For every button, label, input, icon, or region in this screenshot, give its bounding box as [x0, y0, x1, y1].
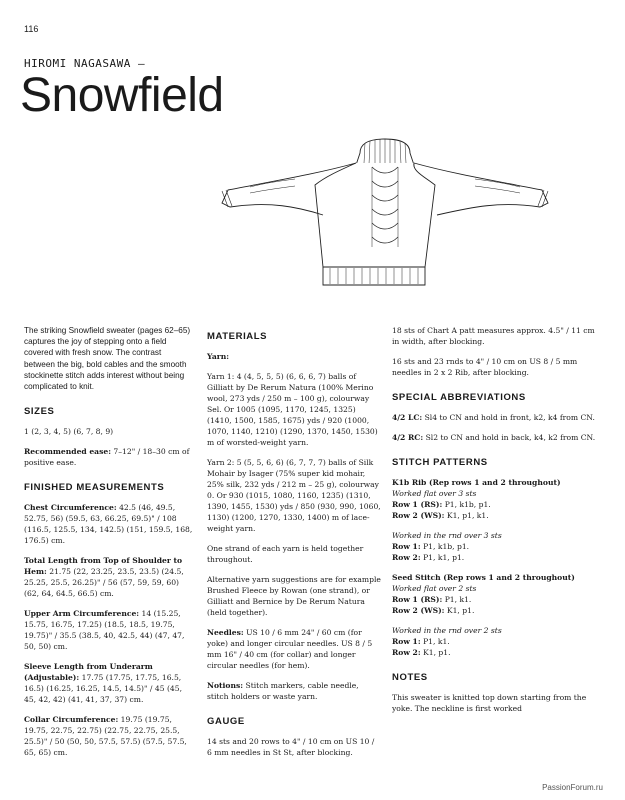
gauge-heading: GAUGE: [207, 716, 245, 727]
row2-label: Row 2 (WS):: [392, 511, 445, 520]
intro-text: The striking Snowfield sweater (pages 62–65) captures the joy of stepping onto a field covered with fresh snow. The contrast between the big, bold cables and the smooth stockinette stitch adds interest without being complicated to knit.: [24, 326, 191, 392]
yarn-label: [207, 351, 381, 362]
k1b-rnd1-text: P1, k1b, p1.: [420, 542, 470, 551]
seed-rnd-block: [392, 625, 602, 658]
lc-text: Sl4 to CN and hold in front, k2, k4 from CN.: [422, 413, 595, 422]
row1-label: Row 1 (RS):: [392, 500, 443, 509]
collar-text: 19.75 (19.75, 19.75, 22.75, 22.75) (22.75, 22.75, 25.5, 25.5)" / 50 (50, 50, 57.5, 57.5) (57.5, 57.5, 65, 65) cm.: [24, 715, 187, 758]
rnd2-label: Row 2:: [392, 553, 421, 562]
recommended-ease: [24, 446, 194, 468]
designer-name: HIROMI NAGASAWA —: [24, 57, 146, 70]
k1b-rnd-block: [392, 530, 602, 563]
k1b-rnd2-text: P1, k1, p1.: [420, 553, 465, 562]
materials-heading: MATERIALS: [207, 331, 268, 342]
abbr-4-2-rc: [392, 432, 602, 443]
length-text: 21.75 (22, 23.25, 23.5, 23.5) (24.5, 25.25, 25.5, 26.25)" / 56 (57, 59, 59, 60) (62, 64, 64.5, 66.5) cm.: [24, 567, 184, 599]
total-length: [24, 555, 194, 599]
k1b-flat-note: Worked flat over 3 sts: [392, 489, 477, 498]
sizes-heading: SIZES: [24, 406, 55, 418]
needles: [207, 627, 381, 671]
sleeve-text: 17.75 (17.75, 17.75, 16.5, 16.5) (16.25, 16.25, 14.5, 14.5)" / 45 (45, 45, 42, 42) (41, 41, 37, 37) cm.: [24, 673, 182, 705]
notions-text: Stitch markers, cable needle, stitch holders or waste yarn.: [207, 681, 359, 701]
k1b-row-1: [392, 499, 602, 510]
arm-text: 14 (15.25, 15.75, 16.75, 17.25) (18.5, 18.5, 19.75, 19.75)" / 35.5 (38.5, 40, 42.5, 44) (47, 47, 50, 50) cm.: [24, 609, 185, 652]
abbr-4-2-lc: [392, 412, 602, 423]
notes-heading: NOTES: [392, 672, 428, 683]
column-right: [392, 325, 602, 723]
finished-measurements-heading: FINISHED MEASUREMENTS: [24, 482, 165, 494]
gauge-text-2: 18 sts of Chart A patt measures approx. 4.5" / 11 cm in width, after blocking.: [392, 326, 595, 346]
seed-rnd2-text: K1, p1.: [420, 648, 451, 657]
ease-label: Recommended ease:: [24, 447, 112, 457]
chest-text: 42.5 (46, 49.5, 52.75, 56) (59.5, 63, 66.25, 69.5)" / 108 (116.5, 125.5, 134, 142.5) (151, 159.5, 168, 176.5) cm.: [24, 503, 193, 546]
seed-rnd-note: Worked in the rnd over 2 sts: [392, 626, 502, 635]
pattern-title: Snowfield: [20, 69, 224, 122]
chest-label: Chest Circumference:: [24, 503, 117, 513]
k1b-row1-text: P1, k1b, p1.: [442, 500, 491, 509]
k1b-rib-heading: K1b Rib (Rep rows 1 and 2 throughout): [392, 478, 561, 487]
rc-label: 4/2 RC:: [392, 433, 424, 442]
arm-label: Upper Arm Circumference:: [24, 609, 140, 619]
gauge-text-3: 16 sts and 23 rnds to 4" / 10 cm on US 8 / 5 mm needles in 2 x 2 Rib, after blocking.: [392, 357, 578, 377]
seed-row1-label: Row 1 (RS):: [392, 595, 443, 604]
page-number: 116: [24, 24, 39, 34]
seed-flat-note: Worked flat over 2 sts: [392, 584, 477, 593]
needles-label: Needles:: [207, 628, 244, 637]
k1b-row2-text: K1, p1, k1.: [444, 511, 489, 520]
stitch-patterns-heading: STITCH PATTERNS: [392, 457, 488, 468]
notions: [207, 680, 381, 702]
rnd1-label: Row 1:: [392, 542, 421, 551]
column-left: [24, 325, 194, 767]
collar-label: Collar Circumference:: [24, 715, 119, 725]
watermark: PassionForum.ru: [542, 783, 603, 792]
seed-stitch-block: [392, 572, 602, 616]
seed-row1-text: P1, k1.: [442, 595, 472, 604]
length-label: Total Length from Top of Shoulder to Hem:: [24, 556, 183, 577]
k1b-rnd-2: [392, 552, 602, 563]
sleeve-label: Sleeve Length from Underarm (Adjustable):: [24, 662, 153, 683]
sizes-values: 1 (2, 3, 4, 5) (6, 7, 8, 9): [24, 427, 114, 437]
alternative-yarn: Alternative yarn suggestions are for example Brushed Fleece by Rowan (one strand), or Gilliatt and Bernice by De Rerum Natura (held together).: [207, 575, 381, 617]
yarn-label-text: Yarn:: [207, 352, 230, 361]
notes-text: This sweater is knitted top down starting from the yoke. The neckline is first worked: [392, 693, 587, 713]
seed-rnd-2: [392, 647, 602, 658]
seed-stitch-heading: Seed Stitch (Rep rows 1 and 2 throughout): [392, 573, 575, 582]
gauge-text-1: 14 sts and 20 rows to 4" / 10 cm on US 10 / 6 mm needles in St St, after blocking.: [207, 737, 375, 757]
sleeve-length: [24, 661, 194, 705]
ease-text: 7–12" / 18–30 cm of positive ease.: [24, 447, 190, 468]
needles-text: US 10 / 6 mm 24" / 60 cm (for yoke) and longer circular needles. US 8 / 5 mm 16" / 40 cm (for collar) and longer circular needles (for hem).: [207, 628, 373, 670]
yarn-1: Yarn 1: 4 (4, 5, 5, 5) (6, 6, 6, 7) balls of Gilliatt by De Rerum Natura (100% Merino wool, 273 yds / 250 m – 100 g), colourway Sel. Or 1005 (1095, 1170, 1245, 1325) (1410, 1500, 1585, 1675) yds / 920 (1000, 1070, 1140, 1210) (1290, 1370, 1450, 1530) m of worsted-weight yarn.: [207, 372, 378, 447]
notions-label: Notions:: [207, 681, 244, 690]
seed-rnd1-text: P1, k1.: [420, 637, 450, 646]
k1b-row-2: [392, 510, 602, 521]
k1b-rib-block: [392, 477, 602, 521]
sweater-sketch: [220, 135, 550, 290]
chest-circumference: [24, 502, 194, 546]
held-together: One strand of each yarn is held together throughout.: [207, 544, 364, 564]
collar-circumference: [24, 714, 194, 758]
lc-label: 4/2 LC:: [392, 413, 423, 422]
k1b-rnd-note: Worked in the rnd over 3 sts: [392, 531, 502, 540]
abbreviations-heading: SPECIAL ABBREVIATIONS: [392, 392, 526, 403]
k1b-rnd-1: [392, 541, 602, 552]
yarn-2: Yarn 2: 5 (5, 5, 6, 6) (6, 7, 7, 7) balls of Silk Mohair by Isager (75% super kid mohair, 25% silk, 232 yds / 212 m – 25 g), colourway 0. Or 930 (1015, 1080, 1160, 1235) (1310, 1390, 1455, 1530) yds / 850 (930, 990, 1060, 1130) (1200, 1270, 1330, 1400) m of lace-weight yarn.: [207, 458, 381, 533]
seed-rnd1-label: Row 1:: [392, 637, 421, 646]
column-middle: [207, 325, 381, 767]
seed-row-1: [392, 594, 602, 605]
seed-rnd2-label: Row 2:: [392, 648, 421, 657]
upper-arm: [24, 608, 194, 652]
rc-text: Sl2 to CN and hold in back, k4, k2 from CN.: [423, 433, 596, 442]
seed-row-2: [392, 605, 602, 616]
seed-row2-label: Row 2 (WS):: [392, 606, 445, 615]
seed-rnd-1: [392, 636, 602, 647]
seed-row2-text: K1, p1.: [444, 606, 475, 615]
